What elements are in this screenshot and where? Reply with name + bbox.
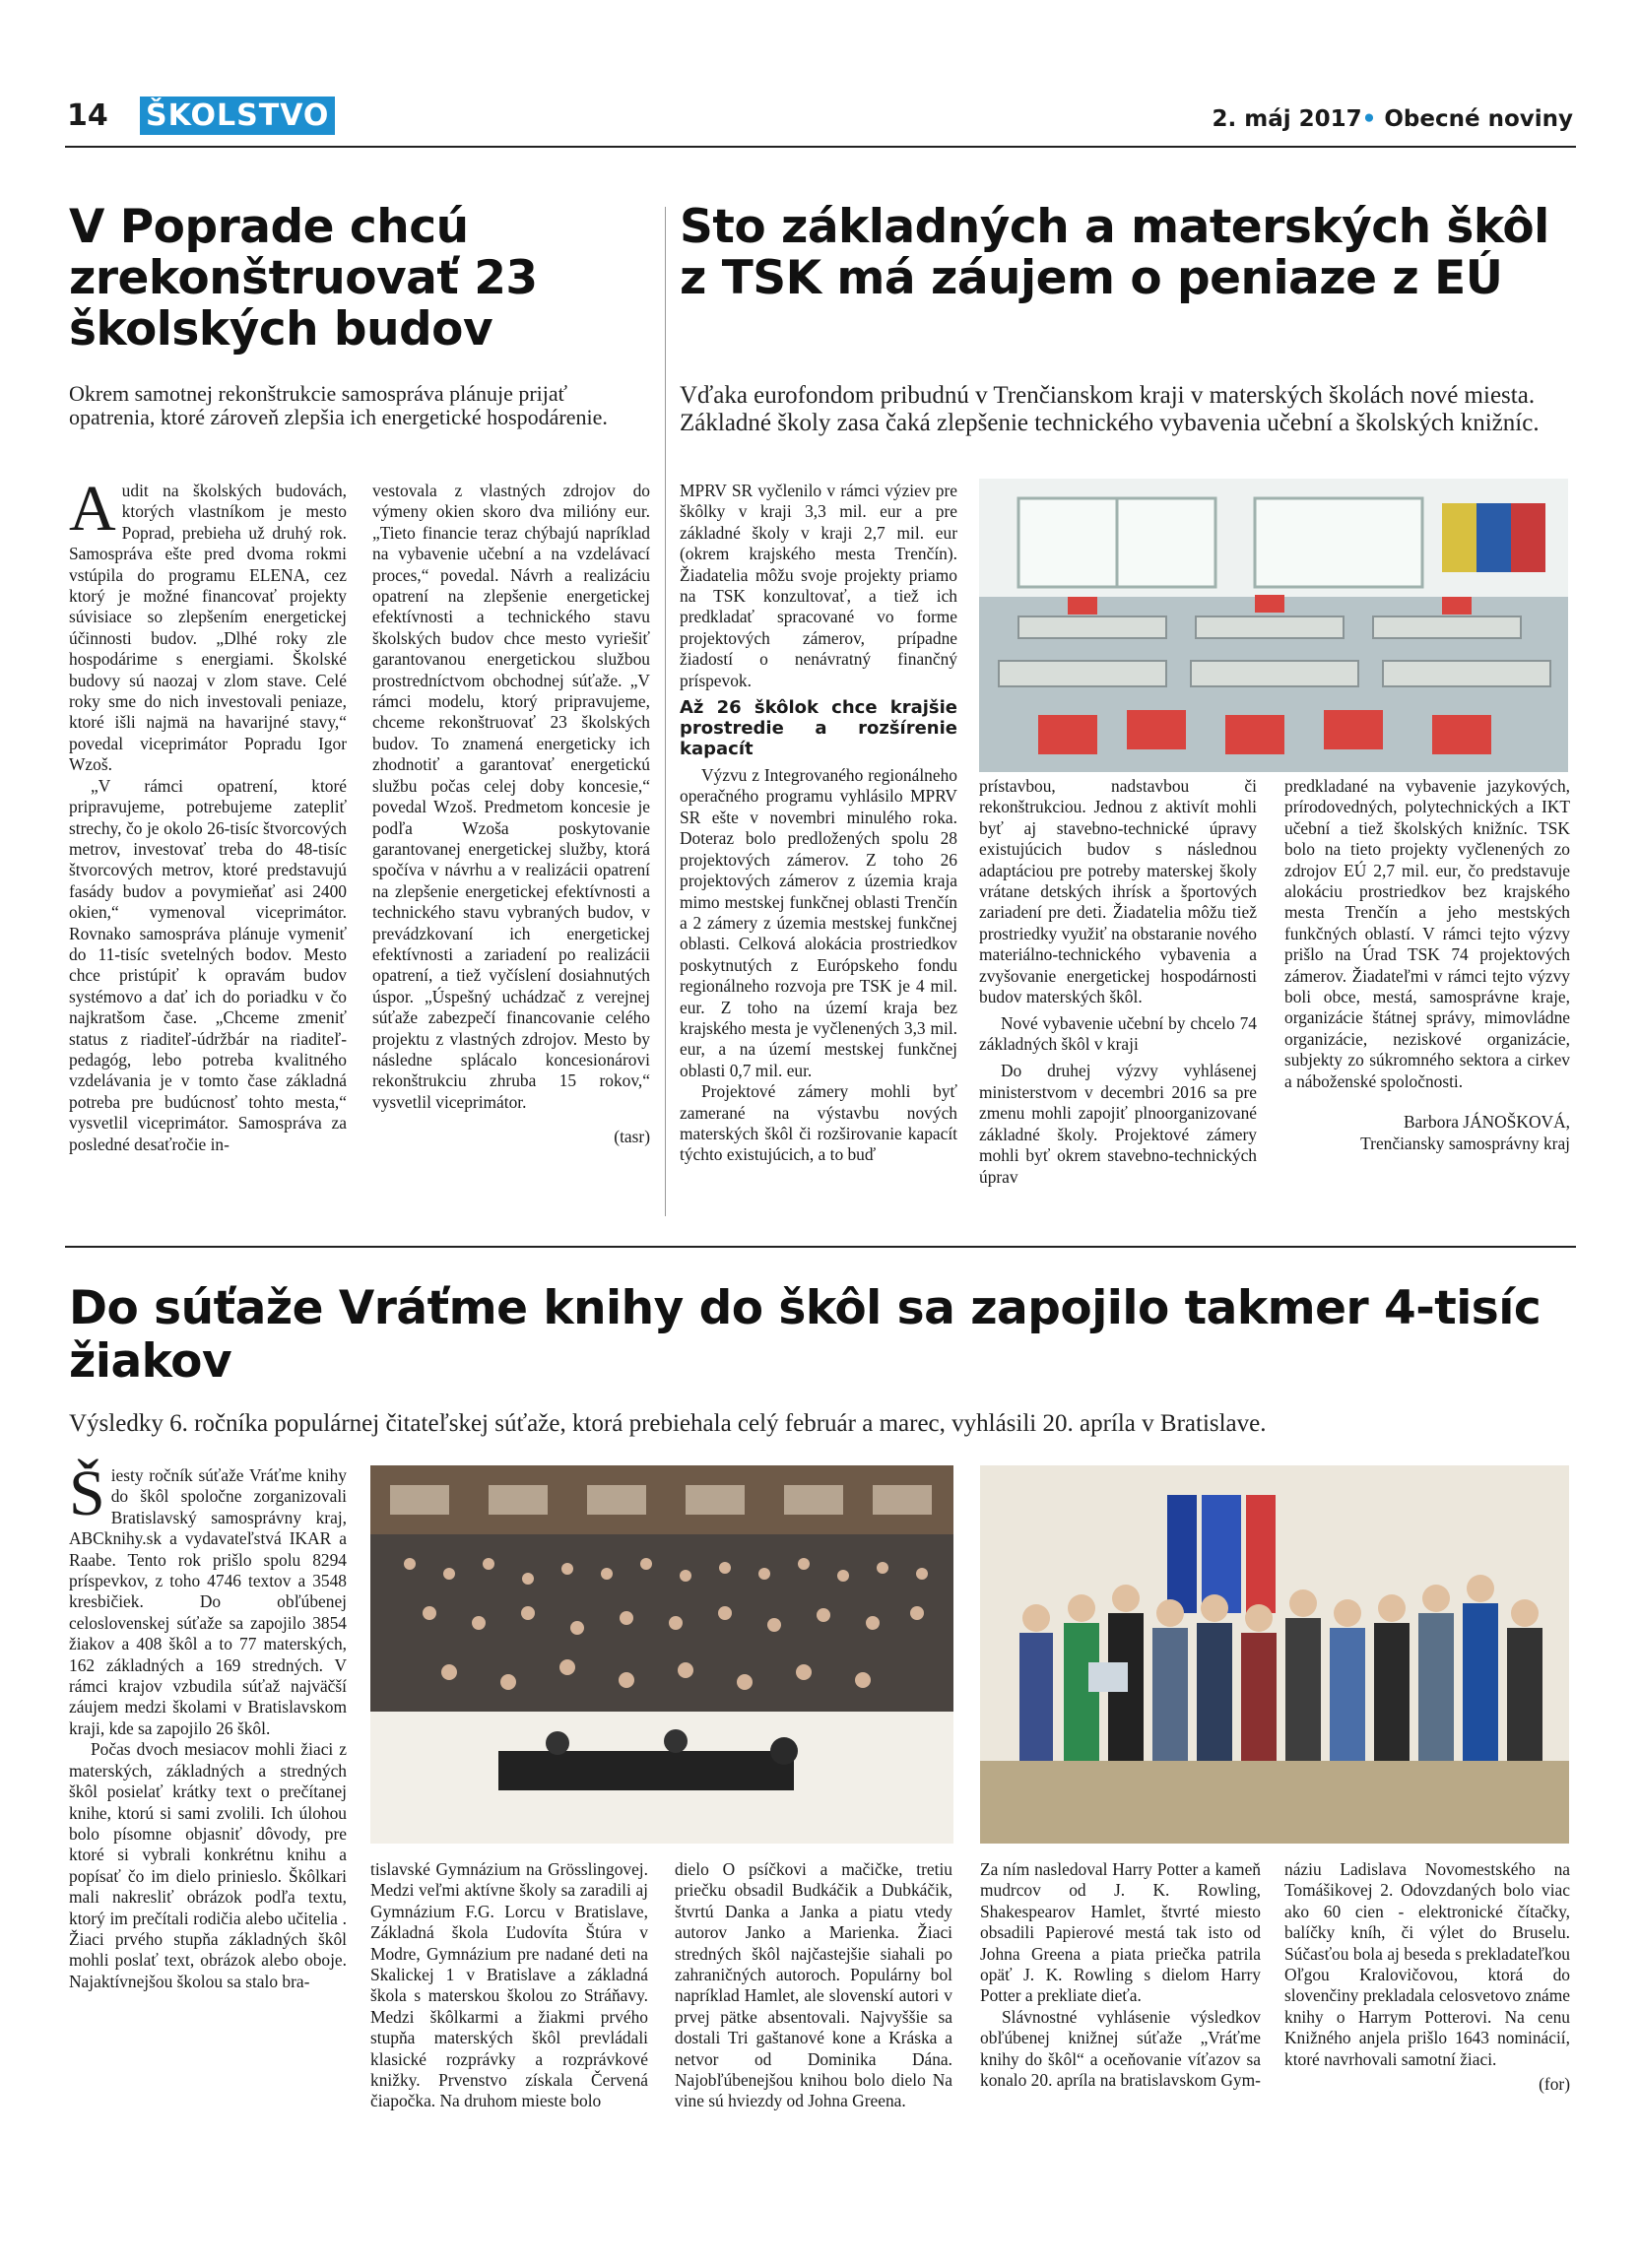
winners-group-photo [980, 1465, 1569, 1844]
separator-bullet: • [1361, 106, 1377, 132]
paragraph: Výzvu z Integrovaného regionálneho operačného programu vyhlásilo MPRV SR ešte v novembri minulého roka. Doteraz bolo predložených spolu 28 projektových zámerov. Z toho 26 projektových zámerov z územia kraja mimo mestskej funkčnej oblasti Trenčín a 2 zámery z územia mestskej funkčnej oblasti. Celková alokácia prostriedkov poskytnutých z Európskeho fondu regionálneho rozvoja pre TSK je 4 mil. eur. Z toho na území kraja bez krajského mesta je vyčlenených 3,3 mil. eur, a na území mestskej funkčnej oblasti 0,7 mil. eur. [680, 765, 957, 1080]
article2-signature-name: Barbora JÁNOŠKOVÁ, [1403, 1112, 1570, 1133]
classroom-photo [979, 479, 1568, 772]
paragraph: „V rámci opatrení, ktoré pripravujeme, potrebujeme zatepliť strechy, čo je okolo 26-tisíc štvorcových metrov, investovať treba do 48-tisíc štvorcových metrov, ktoré predstavujú fasády budov a povymieňať asi 2400 okien,“ vymenoval viceprimátor. Rovnako samospráva plánuje vymeniť do 11-tisíc svetelných bodov. Mesto chce pristúpiť k opravám budov systémovo a dať ich do poriadku v čo najkratšom čase. „Chceme zmeniť status z riaditeľ-údržbár na riaditeľ-pedagóg, lebo potreba kvalitného vzdelávania je v tomto čase základná potreba pre budúcnosť tohto mesta,“ vysvetlil viceprimátor. Samospráva za posledné desaťročie in- [69, 775, 347, 1154]
paragraph: tislavské Gymnázium na Grösslingovej. Medzi veľmi aktívne školy sa zaradili aj Gymnázium F.G. Lorcu v Bratislave, Základná škola Ľudovíta Štúra v Modre, Gymnázium pre nadané deti na Skalickej 1 v Bratislave a základná škola s materskou školou zo Stráňavy. Medzi škôlkarmi a žiakmi prvého stupňa materských škôl prevládali klasické rozprávky a rozprávkové knižky. Prvenstvo získala Červená čiapočka. Na druhom mieste bolo [370, 1859, 648, 2111]
paragraph: Projektové zámery mohli byť zamerané na výstavbu nových materských škôl či rozširovanie kapacít týchto existujúcich, a to buď [680, 1081, 957, 1165]
header-rule [65, 146, 1576, 148]
paragraph: vestovala z vlastných zdrojov do výmeny okien skoro dva milióny eur. „Tieto financie teraz chýbajú napríklad na vybavenie učební a na vzdelávací proces,“ povedal. Návrh a realizáciu opatrení na zlepšenie energetickej efektívnosti a technického stavu školských budov chce mesto vyriešiť garantovanou energetickou službou prostredníctvom obchodnej súťaže. „V rámci modelu, ktorý pripravujeme, chceme rekonštruovať 23 školských budov. To znamená energeticky ich zhodnotiť a garantovať energetickú službu počas celej doby koncesie,“ povedal Wzoš. Predmetom koncesie je podľa Wzoša poskytovanie garantovanej energetickej služby, ktorá spočíva v návrhu a v realizácii opatrení na zlepšenie energetickej efektívnosti a technického stavu vybraných budov, v prevádzkovaní ich energetickej efektívnosti a zariadení po realizácii opatrení, a tiež vyčíslení dosiahnutých úspor. „Úspešný uchádzač z verejnej súťaže zabezpečí financovanie celého projektu z vlastných zdrojov. Mesto by následne splácalo koncesionárovi rekonštrukciu zhruba 15 rokov,“ vysvetlil viceprimátor. [372, 481, 650, 1112]
article3-column-1 [69, 1458, 347, 1992]
article1-title: V Poprade chcú zrekonštruovať 23 školských budov [69, 200, 538, 356]
article2-subhead-2: Nové vybavenie učební by chcelo 74 základných škôl v kraji [979, 1013, 1257, 1055]
article3-column-2 [370, 1859, 648, 2112]
article1-signature: (tasr) [614, 1127, 650, 1147]
paper-name: Obecné noviny [1384, 106, 1573, 132]
article1-column-1 [69, 473, 347, 1155]
paragraph: MPRV SR vyčlenilo v rámci výziev pre škôlky v kraji 3,3 mil. eur a pre základné školy v kraji 2,7 mil. eur (okrem krajského mesta Trenčín). Žiadatelia môžu svoje projekty priamo na TSK konzultovať, a tiež ich predkladať spracované vo forme projektových zámerov, prípadne žiadostí o nenávratný finančný príspevok. [680, 481, 957, 690]
article2-subhead: Až 26 škôlok chce krajšie prostredie a rozšírenie kapacít [680, 697, 957, 760]
article3-lead: Výsledky 6. ročníka populárnej čitateľskej súťaže, ktorá prebiehala celý február a marec, vyhlásili 20. apríla v Bratislave. [69, 1410, 1267, 1437]
paragraph: Do druhej výzvy vyhlásenej ministerstvom v decembri 2016 sa pre zmenu mohli zapojiť plnoorganizované základné školy. Projektové zámery mohli byť okrem stavebno-technických úprav [979, 1061, 1257, 1187]
article2-column-3 [1284, 776, 1570, 1154]
page-number: 14 [67, 98, 108, 133]
dropcap: Š [69, 1458, 105, 1529]
paragraph: Za ním nasledoval Harry Potter a kameň mudrcov od J. K. Rowling, Shakespearov Hamlet, štvrté miesto obsadili Papierové mestá tak isto od Johna Greena a piata priečka patrila opäť J. K. Rowling s dielom Harry Potter a prekliate dieťa. [980, 1859, 1261, 2006]
paragraph: predkladané na vybavenie jazykových, prírodovedných, polytechnických a IKT učební a tiež školských knižníc. TSK bolo na tieto projekty vyčlenených zo zdrojov EÚ 2,7 mil. eur, čo predstavuje alokáciu prostriedkov bez krajského mesta Trenčín a jeho mestských funkčných oblastí. V rámci tejto výzvy prišlo na Úrad TSK 74 projektových zámerov. Žiadateľmi v rámci tejto výzvy boli obce, mestá, samosprávne kraje, organizácie štátnej správy, mimovládne organizácie, neziskové organizácie, subjekty zo súkromného sektora a cirkev a náboženské spoločnosti. [1284, 776, 1570, 1091]
issue-date: 2. máj 2017 [1212, 106, 1362, 132]
section-rule [65, 1246, 1576, 1248]
article2-signature-org: Trenčiansky samosprávny kraj [1360, 1133, 1570, 1153]
article3-signature: (for) [1539, 2074, 1570, 2095]
article1-column-2 [372, 481, 650, 1148]
article2-column-2 [979, 776, 1257, 1188]
paragraph: Slávnostné vyhlásenie výsledkov obľúbenej knižnej súťaže „Vráťme knihy do škôl“ a oceňovanie víťazov sa konalo 20. apríla na bratislavskom Gym- [980, 2006, 1261, 2091]
paragraph: udit na školských budovách, ktorých vlastníkom je mesto Poprad, prebieha už druhý rok. Samospráva ešte pred dvoma rokmi vstúpila do programu ELENA, cez ktorý je možné financovať projekty súvisiace so zlepšením energetickej účinnosti budov. „Dlhé roky zle hospodárime s energiami. Školské budovy sú naozaj v zlom stave. Celé roky sme do nich investovali peniaze, ktoré išli najmä na havarijné stavy,“ povedal viceprimátor Popradu Igor Wzoš. [69, 481, 347, 775]
article3-column-4 [980, 1859, 1261, 2091]
article2-column-1 [680, 481, 957, 1166]
article1-lead: Okrem samotnej rekonštrukcie samospráva plánuje prijať opatrenia, ktoré zároveň zlepšia ich energetické hospodárenie. [69, 381, 608, 429]
column-divider [665, 207, 666, 1216]
paragraph: náziu Ladislava Novomestského na Tomášikovej 2. Odovzdaných bolo viac ako 60 cien - elektronické čítačky, balíčky kníh, či výlet do Bruselu. Súčasťou bola aj beseda s prekladateľkou Oľgou Kralovičovou, ktorá do slovenčiny prekladala celosvetovo známe knihy o Harrym Potterovi. Na cenu Knižného anjela prišlo 1643 nominácií, ktoré navrhovali samotní žiaci. [1284, 1859, 1570, 2069]
paragraph: iesty ročník súťaže Vráťme knihy do škôl spoločne zorganizovali Bratislavský samosprávny kraj, ABCknihy.sk a vydavateľstvá IKAR a Raabe. Tento rok prišlo spolu 8294 príspevkov, z toho 4746 textov a 3548 kresbičiek. Do obľúbenej celoslovenskej súťaže sa zapojilo 3854 žiakov a 408 škôl a to 77 materských, 162 základných a 169 stredných. V rámci krajov vzbudila súťaž najväčší záujem medzi školami v Bratislavskom kraji, kde sa zapojilo 26 škôl. [69, 1465, 347, 1738]
article3-column-5 [1284, 1859, 1570, 2095]
article3-column-3 [675, 1859, 952, 2112]
article2-title: Sto základných a materských škôl z TSK má záujem o peniaze z EÚ [680, 200, 1549, 305]
paragraph: Počas dvoch mesiacov mohli žiaci z materských, základných a stredných škôl posielať krátky text o prečítanej knihe, ktorú si sami zvolili. Ich úlohou bolo písomne objasniť dôvody, pre ktoré si vybrali konkrétnu knihu a popísať čo im dielo prinieslo. Škôlkari mali nakresliť obrázok podľa textu, ktorý im prečítali rodičia alebo učitelia . Žiaci prvého stupňa základných škôl mohli poslať text, obrázok alebo oboje. Najaktívnejšou školou sa stalo bra- [69, 1739, 347, 1991]
masthead-date-paper [1212, 106, 1573, 132]
section-label: ŠKOLSTVO [140, 97, 335, 135]
paragraph: prístavbou, nadstavbou či rekonštrukciou. Jednou z aktivít mohli byť aj stavebno-technické úpravy existujúcich budov s následnou adaptáciou pre potreby materskej školy vrátane detských ihrísk a športových zariadení pre deti. Žiadatelia môžu tiež prostriedky využiť na obstaranie nového materiálno-technického vybavenia a zvyšovanie energetickej hospodárnosti budov materských škôl. [979, 776, 1257, 1007]
article2-lead: Vďaka eurofondom pribudnú v Trenčianskom kraji v materských školách nové miesta. Základné školy zasa čaká zlepšenie technického vybavenia učební a školských knižníc. [680, 382, 1540, 436]
article3-title: Do súťaže Vráťme knihy do škôl sa zapojilo takmer 4-tisíc žiakov [69, 1281, 1542, 1389]
auditorium-photo [370, 1465, 953, 1844]
paragraph: dielo O psíčkovi a mačičke, tretiu priečku obsadil Budkáčik a Dubkáčik, štvrtú Danka a Janka a piatu vtedy autorov Janko a Marienka. Žiaci stredných škôl najčastejšie siahali po zahraničných autoroch. Populárny bol napríklad Hamlet, ale slovenskí autori v prvej pätke absentovali. Najvyššie sa dostali Tri gaštanové kone a Kráska a netvor od Dominika Dána. Najobľúbenejšou knihou bolo dielo Na vine sú hviezdy od Johna Greena. [675, 1859, 952, 2111]
dropcap: A [69, 473, 116, 545]
